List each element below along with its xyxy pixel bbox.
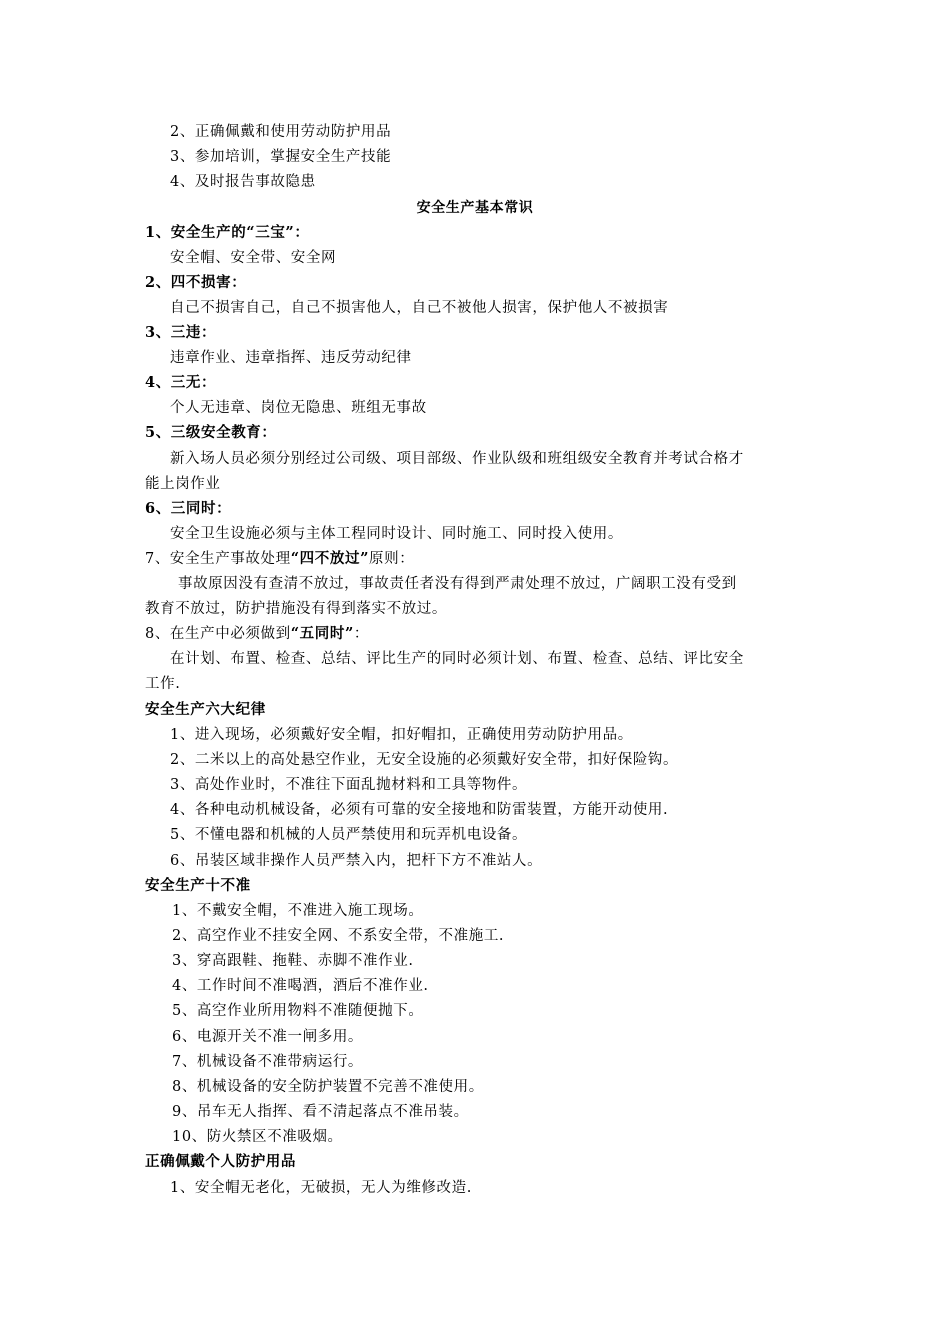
heading-8-prefix: 8、在生产中必须做到 <box>145 626 291 642</box>
prohibition-item: 1、不戴安全帽，不准进入施工现场。 <box>172 903 424 919</box>
basic-text-8b: 工作. <box>145 676 181 692</box>
basic-text-5b: 能上岗作业 <box>145 476 221 492</box>
basic-heading-1: 1、安全生产的“三宝”： <box>145 224 310 241</box>
basic-text-8a: 在计划、布置、检查、总结、评比生产的同时必须计划、布置、检查、总结、评比安全 <box>170 651 744 667</box>
basic-text-7b: 教育不放过，防护措施没有得到落实不放过。 <box>145 601 447 617</box>
discipline-item: 6、吊装区域非操作人员严禁入内，把杆下方不准站人。 <box>170 853 543 869</box>
heading-7-suffix: 原则： <box>369 551 415 567</box>
basic-heading-5: 5、三级安全教育： <box>145 424 277 441</box>
prohibition-item: 7、机械设备不准带病运行。 <box>172 1054 364 1070</box>
prohibition-item: 4、工作时间不准喝酒，酒后不准作业. <box>172 978 429 994</box>
basic-heading-4: 4、三无： <box>145 374 217 391</box>
prohibitions-title: 安全生产十不准 <box>145 877 251 894</box>
prohibition-item: 2、高空作业不挂安全网、不系安全带，不准施工. <box>172 928 505 944</box>
heading-8-suffix: ： <box>353 626 370 642</box>
heading-7-prefix: 7、安全生产事故处理 <box>145 551 291 567</box>
ppe-title: 正确佩戴个人防护用品 <box>145 1153 296 1170</box>
discipline-item: 1、进入现场，必须戴好安全帽，扣好帽扣，正确使用劳动防护用品。 <box>170 727 633 743</box>
prohibition-item: 8、机械设备的安全防护装置不完善不准使用。 <box>172 1079 484 1095</box>
basic-text-7a: 事故原因没有查清不放过，事故责任者没有得到严肃处理不放过，广阔职工没有受到 <box>178 576 737 592</box>
prohibition-item: 5、高空作业所用物料不准随便抛下。 <box>172 1003 424 1019</box>
basic-text-6: 安全卫生设施必须与主体工程同时设计、同时施工、同时投入使用。 <box>170 526 623 542</box>
ppe-item: 1、安全帽无老化，无破损，无人为维修改造. <box>170 1180 472 1196</box>
basic-heading-3: 3、三违： <box>145 324 217 341</box>
prohibition-item: 9、吊车无人指挥、看不清起落点不准吊装。 <box>172 1104 469 1120</box>
discipline-item: 3、高处作业时，不准往下面乱抛材料和工具等物件。 <box>170 777 528 793</box>
basic-text-5a: 新入场人员必须分别经过公司级、项目部级、作业队级和班组级安全教育并考试合格才 <box>170 451 744 467</box>
basic-text-3: 违章作业、违章指挥、违反劳动纪律 <box>170 350 412 366</box>
basic-text-4: 个人无违章、岗位无隐患、班组无事故 <box>170 400 427 416</box>
intro-item: 4、及时报告事故隐患 <box>170 174 316 190</box>
discipline-item: 4、各种电动机械设备，必须有可靠的安全接地和防雷装置，方能开动使用. <box>170 802 669 818</box>
basic-heading-8 <box>145 623 369 645</box>
intro-item: 2、正确佩戴和使用劳动防护用品 <box>170 124 392 140</box>
prohibition-item: 6、电源开关不准一闸多用。 <box>172 1029 364 1045</box>
prohibition-item: 3、穿高跟鞋、拖鞋、赤脚不准作业. <box>172 953 414 969</box>
basic-heading-7 <box>145 548 414 570</box>
heading-7-emphasis: “四不放过” <box>290 550 370 567</box>
basic-heading-2: 2、四不损害： <box>145 274 247 291</box>
intro-item: 3、参加培训，掌握安全生产技能 <box>170 149 392 165</box>
section-title: 安全生产基本常识 <box>416 200 534 216</box>
basic-heading-6: 6、三同时： <box>145 500 232 517</box>
basic-text-2: 自己不损害自己，自己不损害他人，自己不被他人损害，保护他人不被损害 <box>170 300 669 316</box>
discipline-item: 2、二米以上的高处悬空作业，无安全设施的必须戴好安全带，扣好保险钩。 <box>170 752 679 768</box>
discipline-item: 5、不懂电器和机械的人员严禁使用和玩弄机电设备。 <box>170 827 528 843</box>
discipline-title: 安全生产六大纪律 <box>145 701 266 718</box>
heading-8-emphasis: “五同时” <box>290 625 354 642</box>
prohibition-item: 10、防火禁区不准吸烟。 <box>172 1129 343 1145</box>
basic-text-1: 安全帽、安全带、安全网 <box>170 250 337 266</box>
